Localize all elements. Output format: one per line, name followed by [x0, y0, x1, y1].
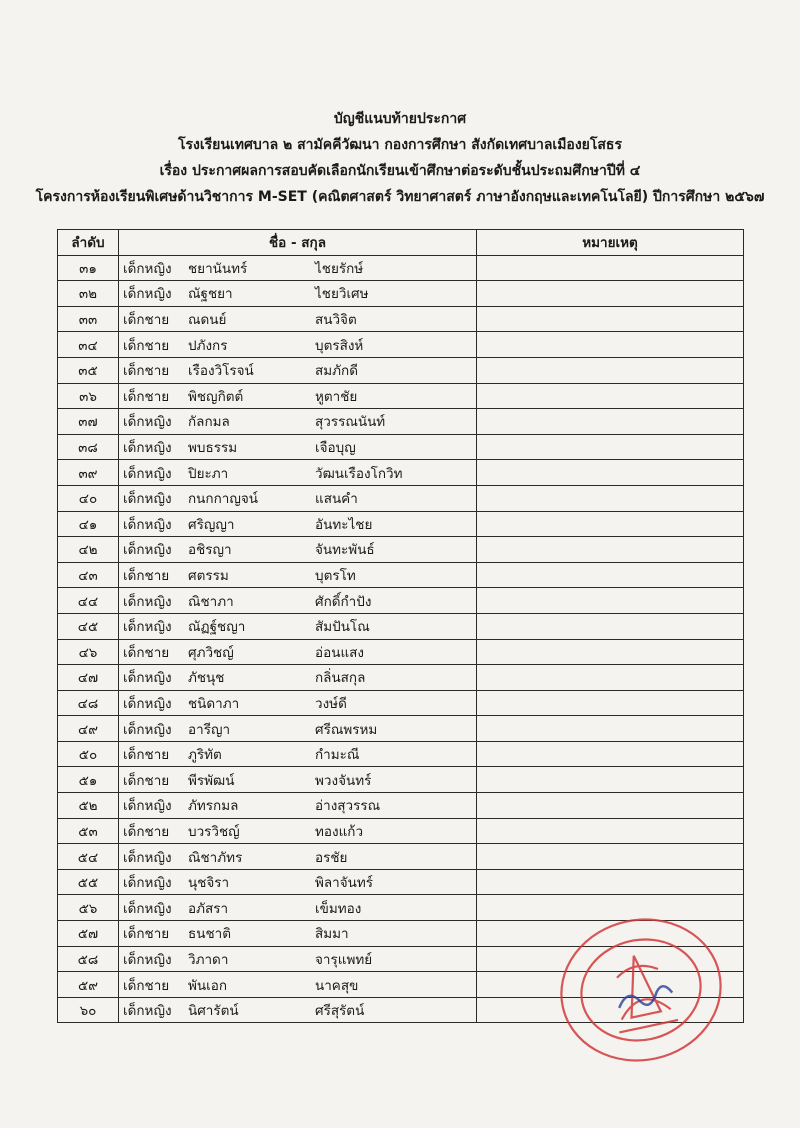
name-prefix: เด็กชาย — [123, 926, 170, 943]
row-name-cell — [119, 869, 477, 895]
row-note — [477, 613, 744, 639]
row-note — [477, 767, 744, 793]
row-name-cell — [119, 460, 477, 486]
row-note — [477, 793, 744, 819]
last-name: พวงจันทร์ — [315, 772, 372, 789]
first-name: ณิชาภา — [188, 593, 234, 610]
first-name: ณัฏฐ์ชญา — [188, 619, 246, 636]
last-name: ศรีสุรัตน์ — [315, 1003, 365, 1020]
name-prefix: เด็กชาย — [123, 644, 170, 661]
row-number: ๔๔ — [58, 588, 119, 614]
first-name: ศตรรม — [188, 568, 229, 585]
last-name: สิมมา — [315, 926, 349, 943]
table-row — [58, 357, 744, 383]
name-prefix: เด็กชาย — [123, 388, 170, 405]
row-number: ๕๓ — [58, 818, 119, 844]
row-name-cell — [119, 921, 477, 947]
column-header-name: ชื่อ - สกุล — [119, 230, 477, 256]
name-prefix: เด็กหญิง — [123, 798, 172, 815]
first-name: พิชญกิตต์ — [188, 388, 244, 405]
first-name: อารีญา — [188, 721, 231, 738]
name-prefix: เด็กหญิง — [123, 900, 172, 917]
name-prefix: เด็กชาย — [123, 312, 170, 329]
name-prefix: เด็กชาย — [123, 568, 170, 585]
first-name: ปิยะภา — [188, 465, 229, 482]
name-prefix: เด็กหญิง — [123, 593, 172, 610]
row-note — [477, 434, 744, 460]
row-number: ๔๐ — [58, 485, 119, 511]
last-name: ศรีณพรหม — [315, 721, 378, 738]
first-name: นิศารัตน์ — [188, 1003, 239, 1020]
row-number: ๓๙ — [58, 460, 119, 486]
row-number: ๓๖ — [58, 383, 119, 409]
row-number: ๕๕ — [58, 869, 119, 895]
column-header-note: หมายเหตุ — [477, 230, 744, 256]
row-name-cell — [119, 409, 477, 435]
row-note — [477, 818, 744, 844]
row-name-cell — [119, 588, 477, 614]
row-name-cell — [119, 281, 477, 307]
table-row — [58, 844, 744, 870]
table-row — [58, 665, 744, 691]
first-name: กนกกาญจน์ — [188, 491, 258, 508]
row-note — [477, 741, 744, 767]
first-name: บวรวิชญ์ — [188, 823, 240, 840]
last-name: อ่อนแสง — [315, 644, 364, 661]
table-row — [58, 281, 744, 307]
table-row — [58, 485, 744, 511]
last-name: เข็มทอง — [315, 900, 362, 917]
name-prefix: เด็กหญิง — [123, 695, 172, 712]
name-prefix: เด็กหญิง — [123, 414, 172, 431]
first-name: ณดนย์ — [188, 312, 227, 329]
row-number: ๔๕ — [58, 613, 119, 639]
first-name: ศุภวิชญ์ — [188, 644, 234, 661]
row-number: ๓๓ — [58, 306, 119, 332]
row-note — [477, 332, 744, 358]
table-row — [58, 639, 744, 665]
first-name: เรืองวิโรจน์ — [188, 363, 254, 380]
row-name-cell — [119, 562, 477, 588]
last-name: วงษ์ดี — [315, 695, 347, 712]
row-number: ๓๒ — [58, 281, 119, 307]
row-note — [477, 460, 744, 486]
last-name: ศักดิ์กำปัง — [315, 593, 372, 610]
column-header-order: ลำดับ — [58, 230, 119, 256]
table-row — [58, 741, 744, 767]
name-prefix: เด็กหญิง — [123, 286, 172, 303]
first-name: อภัสรา — [188, 900, 229, 917]
row-note — [477, 716, 744, 742]
row-name-cell — [119, 255, 477, 281]
row-number: ๖๐ — [58, 997, 119, 1023]
row-name-cell — [119, 306, 477, 332]
last-name: บุตรโท — [315, 568, 356, 585]
last-name: สมภักดี — [315, 363, 358, 380]
row-note — [477, 485, 744, 511]
row-number: ๕๔ — [58, 844, 119, 870]
row-number: ๔๓ — [58, 562, 119, 588]
table-row — [58, 306, 744, 332]
header-school: โรงเรียนเทศบาล ๒ สามัคคีวัฒนา กองการศึกษา สังกัดเทศบาลเมืองยโสธร — [177, 137, 622, 153]
row-number: ๓๕ — [58, 357, 119, 383]
header-title: บัญชีแนบท้ายประกาศ — [333, 111, 467, 127]
row-name-cell — [119, 844, 477, 870]
last-name: อ่างสุวรรณ — [315, 798, 381, 815]
row-name-cell — [119, 639, 477, 665]
row-name-cell — [119, 972, 477, 998]
table-header-row — [58, 230, 744, 256]
header-project: โครงการห้องเรียนพิเศษด้านวิชาการ M-SET (คณิตศาสตร์ วิทยาศาสตร์ ภาษาอังกฤษและเทคโนโลยี) ปีการศึกษา ๒๕๖๗ — [35, 189, 765, 205]
results-table — [57, 229, 744, 1023]
table-row — [58, 767, 744, 793]
row-note — [477, 255, 744, 281]
first-name: พันเอก — [188, 977, 228, 994]
document-header — [0, 106, 800, 210]
row-note — [477, 537, 744, 563]
first-name: กัลกมล — [188, 414, 230, 431]
last-name: นาคสุข — [315, 977, 359, 994]
name-prefix: เด็กชาย — [123, 337, 170, 354]
row-number: ๔๑ — [58, 511, 119, 537]
row-name-cell — [119, 613, 477, 639]
table-row — [58, 793, 744, 819]
name-prefix: เด็กชาย — [123, 823, 170, 840]
row-note — [477, 562, 744, 588]
last-name: ไชยรักษ์ — [315, 260, 364, 277]
table-row — [58, 511, 744, 537]
row-name-cell — [119, 332, 477, 358]
table-row — [58, 690, 744, 716]
row-number: ๔๒ — [58, 537, 119, 563]
table-row — [58, 818, 744, 844]
row-name-cell — [119, 895, 477, 921]
row-note — [477, 306, 744, 332]
row-number: ๓๗ — [58, 409, 119, 435]
first-name: พบธรรม — [188, 440, 238, 457]
table-row — [58, 255, 744, 281]
name-prefix: เด็กหญิง — [123, 465, 172, 482]
table-row — [58, 434, 744, 460]
first-name: ชนิดาภา — [188, 695, 240, 712]
last-name: เจือบุญ — [315, 440, 356, 457]
name-prefix: เด็กหญิง — [123, 440, 172, 457]
first-name: ปภังกร — [188, 337, 228, 354]
first-name: ธนชาติ — [188, 926, 231, 943]
row-name-cell — [119, 511, 477, 537]
row-note — [477, 511, 744, 537]
row-number: ๕๐ — [58, 741, 119, 767]
row-number: ๕๒ — [58, 793, 119, 819]
row-note — [477, 409, 744, 435]
name-prefix: เด็กชาย — [123, 363, 170, 380]
name-prefix: เด็กชาย — [123, 747, 170, 764]
first-name: ภัทรกมล — [188, 798, 239, 815]
first-name: อชิรญา — [188, 542, 232, 559]
name-prefix: เด็กหญิง — [123, 542, 172, 559]
first-name: ณิชาภัทร — [188, 849, 243, 866]
row-number: ๓๘ — [58, 434, 119, 460]
name-prefix: เด็กหญิง — [123, 849, 172, 866]
name-prefix: เด็กหญิง — [123, 951, 172, 968]
row-note — [477, 357, 744, 383]
row-number: ๕๘ — [58, 946, 119, 972]
header-subject: เรื่อง ประกาศผลการสอบคัดเลือกนักเรียนเข้าศึกษาต่อระดับชั้นประถมศึกษาปีที่ ๔ — [159, 163, 641, 179]
row-number: ๔๘ — [58, 690, 119, 716]
row-name-cell — [119, 793, 477, 819]
row-note — [477, 588, 744, 614]
first-name: นุชจิรา — [188, 875, 230, 892]
last-name: อันทะไชย — [315, 516, 373, 533]
row-name-cell — [119, 818, 477, 844]
last-name: หูตาชัย — [315, 388, 358, 405]
last-name: สัมปันโณ — [315, 619, 370, 636]
table-row — [58, 562, 744, 588]
row-number: ๔๙ — [58, 716, 119, 742]
row-name-cell — [119, 357, 477, 383]
name-prefix: เด็กชาย — [123, 772, 170, 789]
row-number: ๕๙ — [58, 972, 119, 998]
row-name-cell — [119, 690, 477, 716]
row-number: ๔๖ — [58, 639, 119, 665]
row-name-cell — [119, 485, 477, 511]
row-name-cell — [119, 537, 477, 563]
table-row — [58, 537, 744, 563]
name-prefix: เด็กหญิง — [123, 516, 172, 533]
row-name-cell — [119, 997, 477, 1023]
first-name: ณัฐชยา — [188, 286, 233, 303]
first-name: ชยานันทร์ — [188, 260, 248, 277]
row-name-cell — [119, 434, 477, 460]
last-name: สนวิจิต — [315, 312, 357, 329]
table-row — [58, 460, 744, 486]
row-number: ๕๗ — [58, 921, 119, 947]
table-row — [58, 332, 744, 358]
row-note — [477, 869, 744, 895]
name-prefix: เด็กหญิง — [123, 875, 172, 892]
row-number: ๓๑ — [58, 255, 119, 281]
name-prefix: เด็กหญิง — [123, 721, 172, 738]
row-name-cell — [119, 383, 477, 409]
name-prefix: เด็กหญิง — [123, 1003, 172, 1020]
table-row — [58, 409, 744, 435]
row-note — [477, 690, 744, 716]
last-name: บุตรสิงห์ — [315, 337, 364, 354]
name-prefix: เด็กหญิง — [123, 260, 172, 277]
name-prefix: เด็กหญิง — [123, 619, 172, 636]
table-row — [58, 383, 744, 409]
row-number: ๕๑ — [58, 767, 119, 793]
last-name: แสนคำ — [315, 491, 358, 508]
last-name: วัฒนเรืองโกวิท — [315, 465, 403, 482]
name-prefix: เด็กหญิง — [123, 670, 172, 687]
last-name: ไชยวิเศษ — [315, 286, 369, 303]
row-note — [477, 281, 744, 307]
row-note — [477, 665, 744, 691]
first-name: ภัชนุช — [188, 670, 225, 687]
last-name: สุวรรณนันท์ — [315, 414, 386, 431]
last-name: พิลาจันทร์ — [315, 875, 374, 892]
row-number: ๕๖ — [58, 895, 119, 921]
row-name-cell — [119, 741, 477, 767]
last-name: ทองแก้ว — [315, 823, 364, 840]
table-row — [58, 716, 744, 742]
first-name: ภูริทัต — [188, 747, 222, 764]
row-name-cell — [119, 946, 477, 972]
first-name: ศริญญา — [188, 516, 235, 533]
table-row — [58, 588, 744, 614]
name-prefix: เด็กหญิง — [123, 491, 172, 508]
row-number: ๔๗ — [58, 665, 119, 691]
last-name: กลิ่นสกุล — [315, 670, 366, 687]
table-row — [58, 869, 744, 895]
first-name: วิภาดา — [188, 951, 229, 968]
first-name: พีรพัฒน์ — [188, 772, 235, 789]
last-name: กำมะณี — [315, 747, 360, 764]
row-number: ๓๔ — [58, 332, 119, 358]
table-row — [58, 613, 744, 639]
name-prefix: เด็กชาย — [123, 977, 170, 994]
row-name-cell — [119, 716, 477, 742]
row-note — [477, 383, 744, 409]
last-name: อรชัย — [315, 849, 348, 866]
row-name-cell — [119, 665, 477, 691]
last-name: จันทะพันธ์ — [315, 542, 375, 559]
row-note — [477, 639, 744, 665]
row-note — [477, 844, 744, 870]
last-name: จารุแพทย์ — [315, 951, 373, 968]
row-name-cell — [119, 767, 477, 793]
